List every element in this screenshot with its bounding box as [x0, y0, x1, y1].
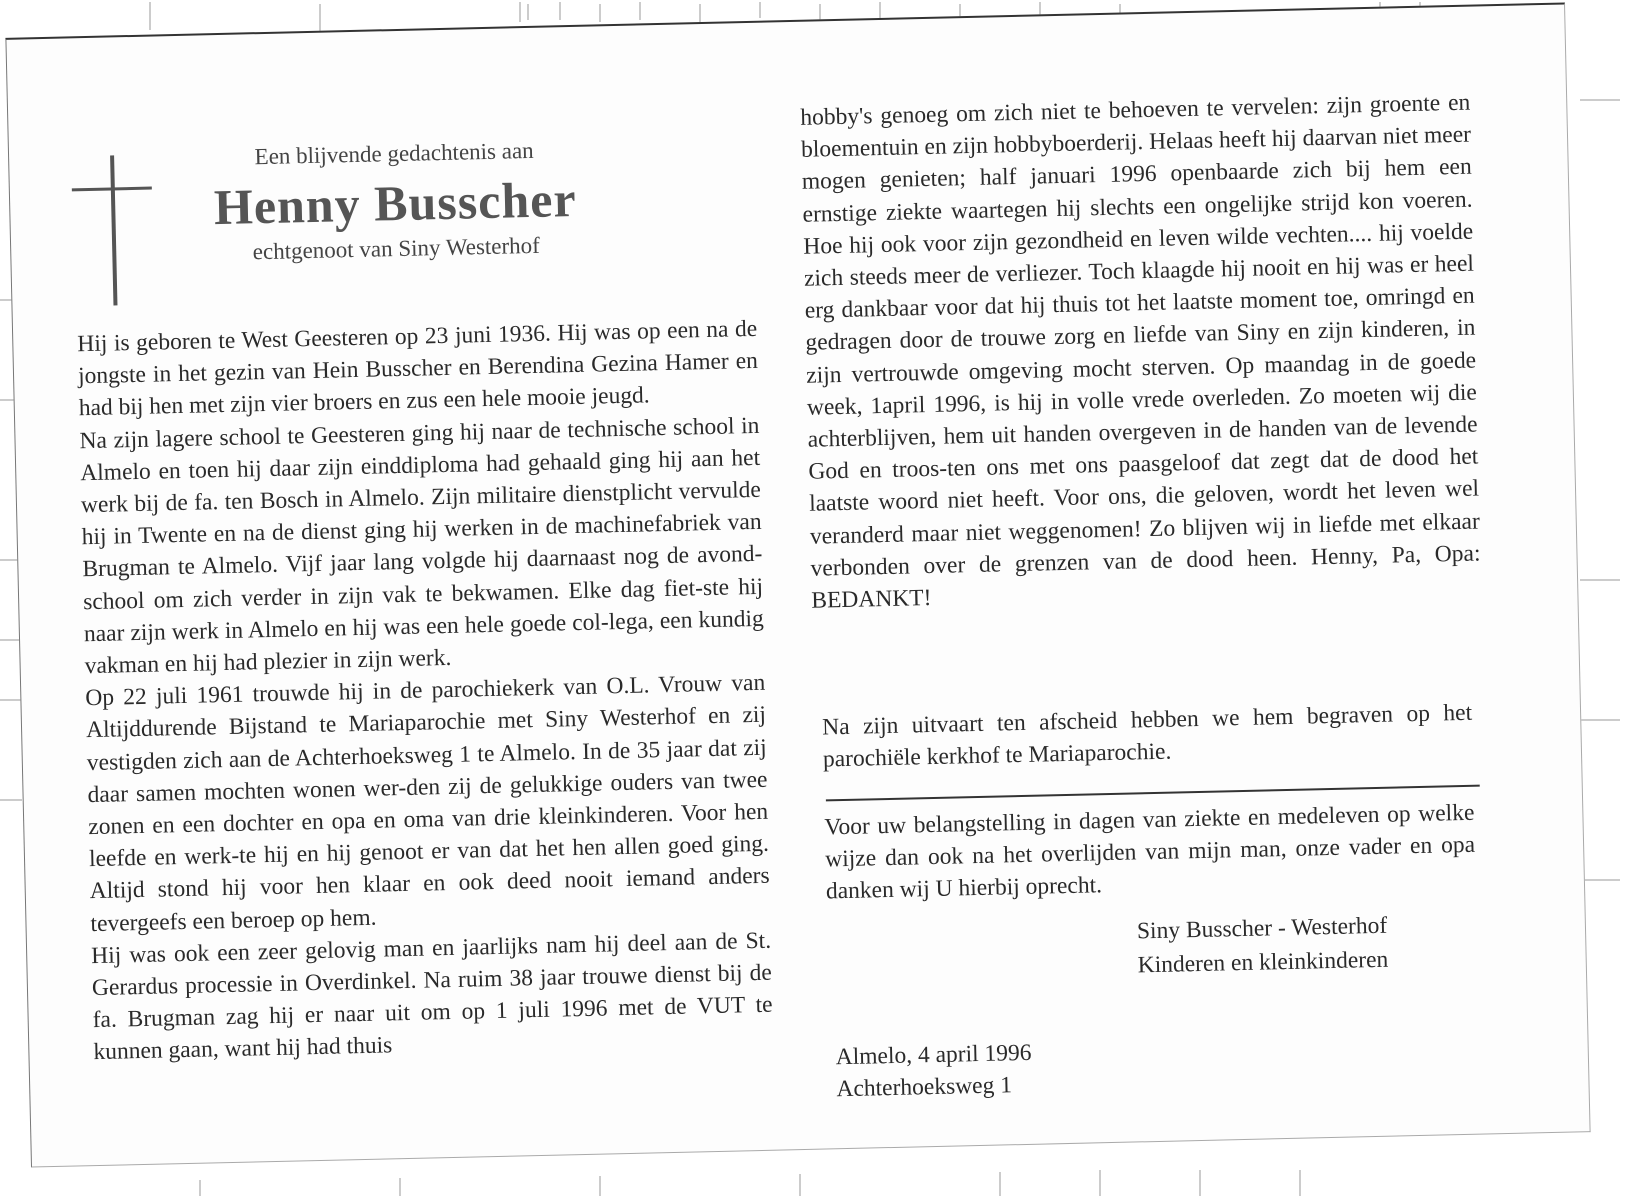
- thanks-text: Voor uw belangstelling in dagen van ziekte en medeleven op welke wijze dan ook na het overlijden van mijn man, onze vader en opa danken wij U hierbij oprecht.: [824, 799, 1476, 905]
- place-date: [835, 1032, 1236, 1105]
- signature-line-2: Kinderen en kleinkinderen: [1137, 946, 1389, 979]
- memorial-card: [5, 2, 1590, 1167]
- paragraph-marriage: Op 22 juli 1961 trouwde hij in de parochiekerk van O.L. Vrouw van Altijddurende Bijstand te Mariaparochie met Siny Westerhof en zij vestigden zich aan de Achterhoeksweg 1 te Almelo. In de 35 jaar dat zij daar samen mochten wonen wer-den zij de gelukkige ouders van twee zonen en een dochter en opa en oma van drie kleinkinderen. Voor hen leefde en werk-te hij en hij genoot er van dat het hen allen goed ging. Altijd stond hij voor hen klaar en ook deed nooit iemand anders tevergeefs een beroep op hem.: [85, 670, 770, 937]
- spouse-line: echtgenoot van Siny Westerhof: [252, 232, 541, 264]
- cross-icon: [71, 155, 154, 307]
- right-column: [800, 87, 1482, 617]
- card-header: [158, 96, 632, 267]
- place-date-line-1: Almelo, 4 april 1996: [835, 1039, 1032, 1071]
- signature: [1137, 907, 1458, 982]
- paragraph-career: Na zijn lagere school te Geesteren ging hij naar de technische school in Almelo en toen hij daar zijn einddiploma had gehaald ging hij aan het werk bij de fa. ten Bosch in Almelo. Zijn militaire dienstplicht vervulde hij in Twente en na de dienst ging hij werken in de machinefabriek van Brugman te Almelo. Vijf jaar lang volgde hij daarnaast nog de avond-school om zich verder in zijn vak te bekwamen. Elke dag fiet-ste hij naar zijn werk in Almelo en hij was een hele goede col-lega, een kundig vakman en hij had plezier in zijn werk.: [79, 412, 765, 680]
- left-column: [77, 313, 774, 1069]
- burial-text: Na zijn uitvaart ten afscheid hebben we hem begraven op het parochiële kerkhof te Mariaparochie.: [821, 699, 1473, 773]
- paragraph-birth: Hij is geboren te West Geesteren op 23 juni 1936. Hij was op een na de jongste in het gezin van Hein Busscher en Berendina Gezina Hamer en had bij hen met zijn vier broers en zus een hele mooie jeugd.: [77, 315, 759, 422]
- place-date-line-2: Achterhoeksweg 1: [836, 1072, 1013, 1103]
- signature-line-1: Siny Busscher - Westerhof: [1136, 912, 1388, 945]
- deceased-name: Henny Busscher: [213, 170, 578, 236]
- paragraph-faith: Hij was ook een zeer gelovig man en jaarlijks nam hij deel aan de St. Gerardus processie in Overdinkel. Na ruim 38 jaar trouwe dienst bij de fa. Brugman zag hij er naar uit om op 1 juli 1996 met de VUT te kunnen gaan, want hij had thuis: [90, 927, 773, 1066]
- paragraph-illness: hobby's genoeg om zich niet te behoeven te vervelen: zijn groente en bloementuin en zijn hobbyboerderij. Helaas heeft hij daarvan niet meer mogen genieten; half januari 1996 openbaarde zich bij hem een ernstige ziekte waartegen hij slechts een ongelijke strijd kon voeren. Hoe hij ook voor zijn gezondheid en leven wilde vechten.... hij voelde zich steeds meer de verliezer. Toch klaagde hij nooit en hij was er heel erg dankbaar voor dat hij thuis tot het laatste moment toe, omringd en gedragen door de trouwe zorg en liefde van Siny en zijn kinderen, in zijn vertrouwde omgeving mocht sterven. Op maandag in de goede week, 1april 1996, is hij in volle vrede overleden. Zo moeten wij die achterblijven, hem uit handen overgeven in de handen van de levende God en troos-ten ons met ons paasgeloof dat zegt dat de dood het laatste woord niet heeft. Voor ons, die geloven, wordt het leven wel veranderd maar niet weggenomen! Zo blijven wij in liefde met elkaar verbonden over de grenzen van de dood heen. Henny, Pa, Opa: BEDANKT!: [800, 89, 1481, 614]
- intro-text: Een blijvende gedachtenis aan: [254, 137, 534, 170]
